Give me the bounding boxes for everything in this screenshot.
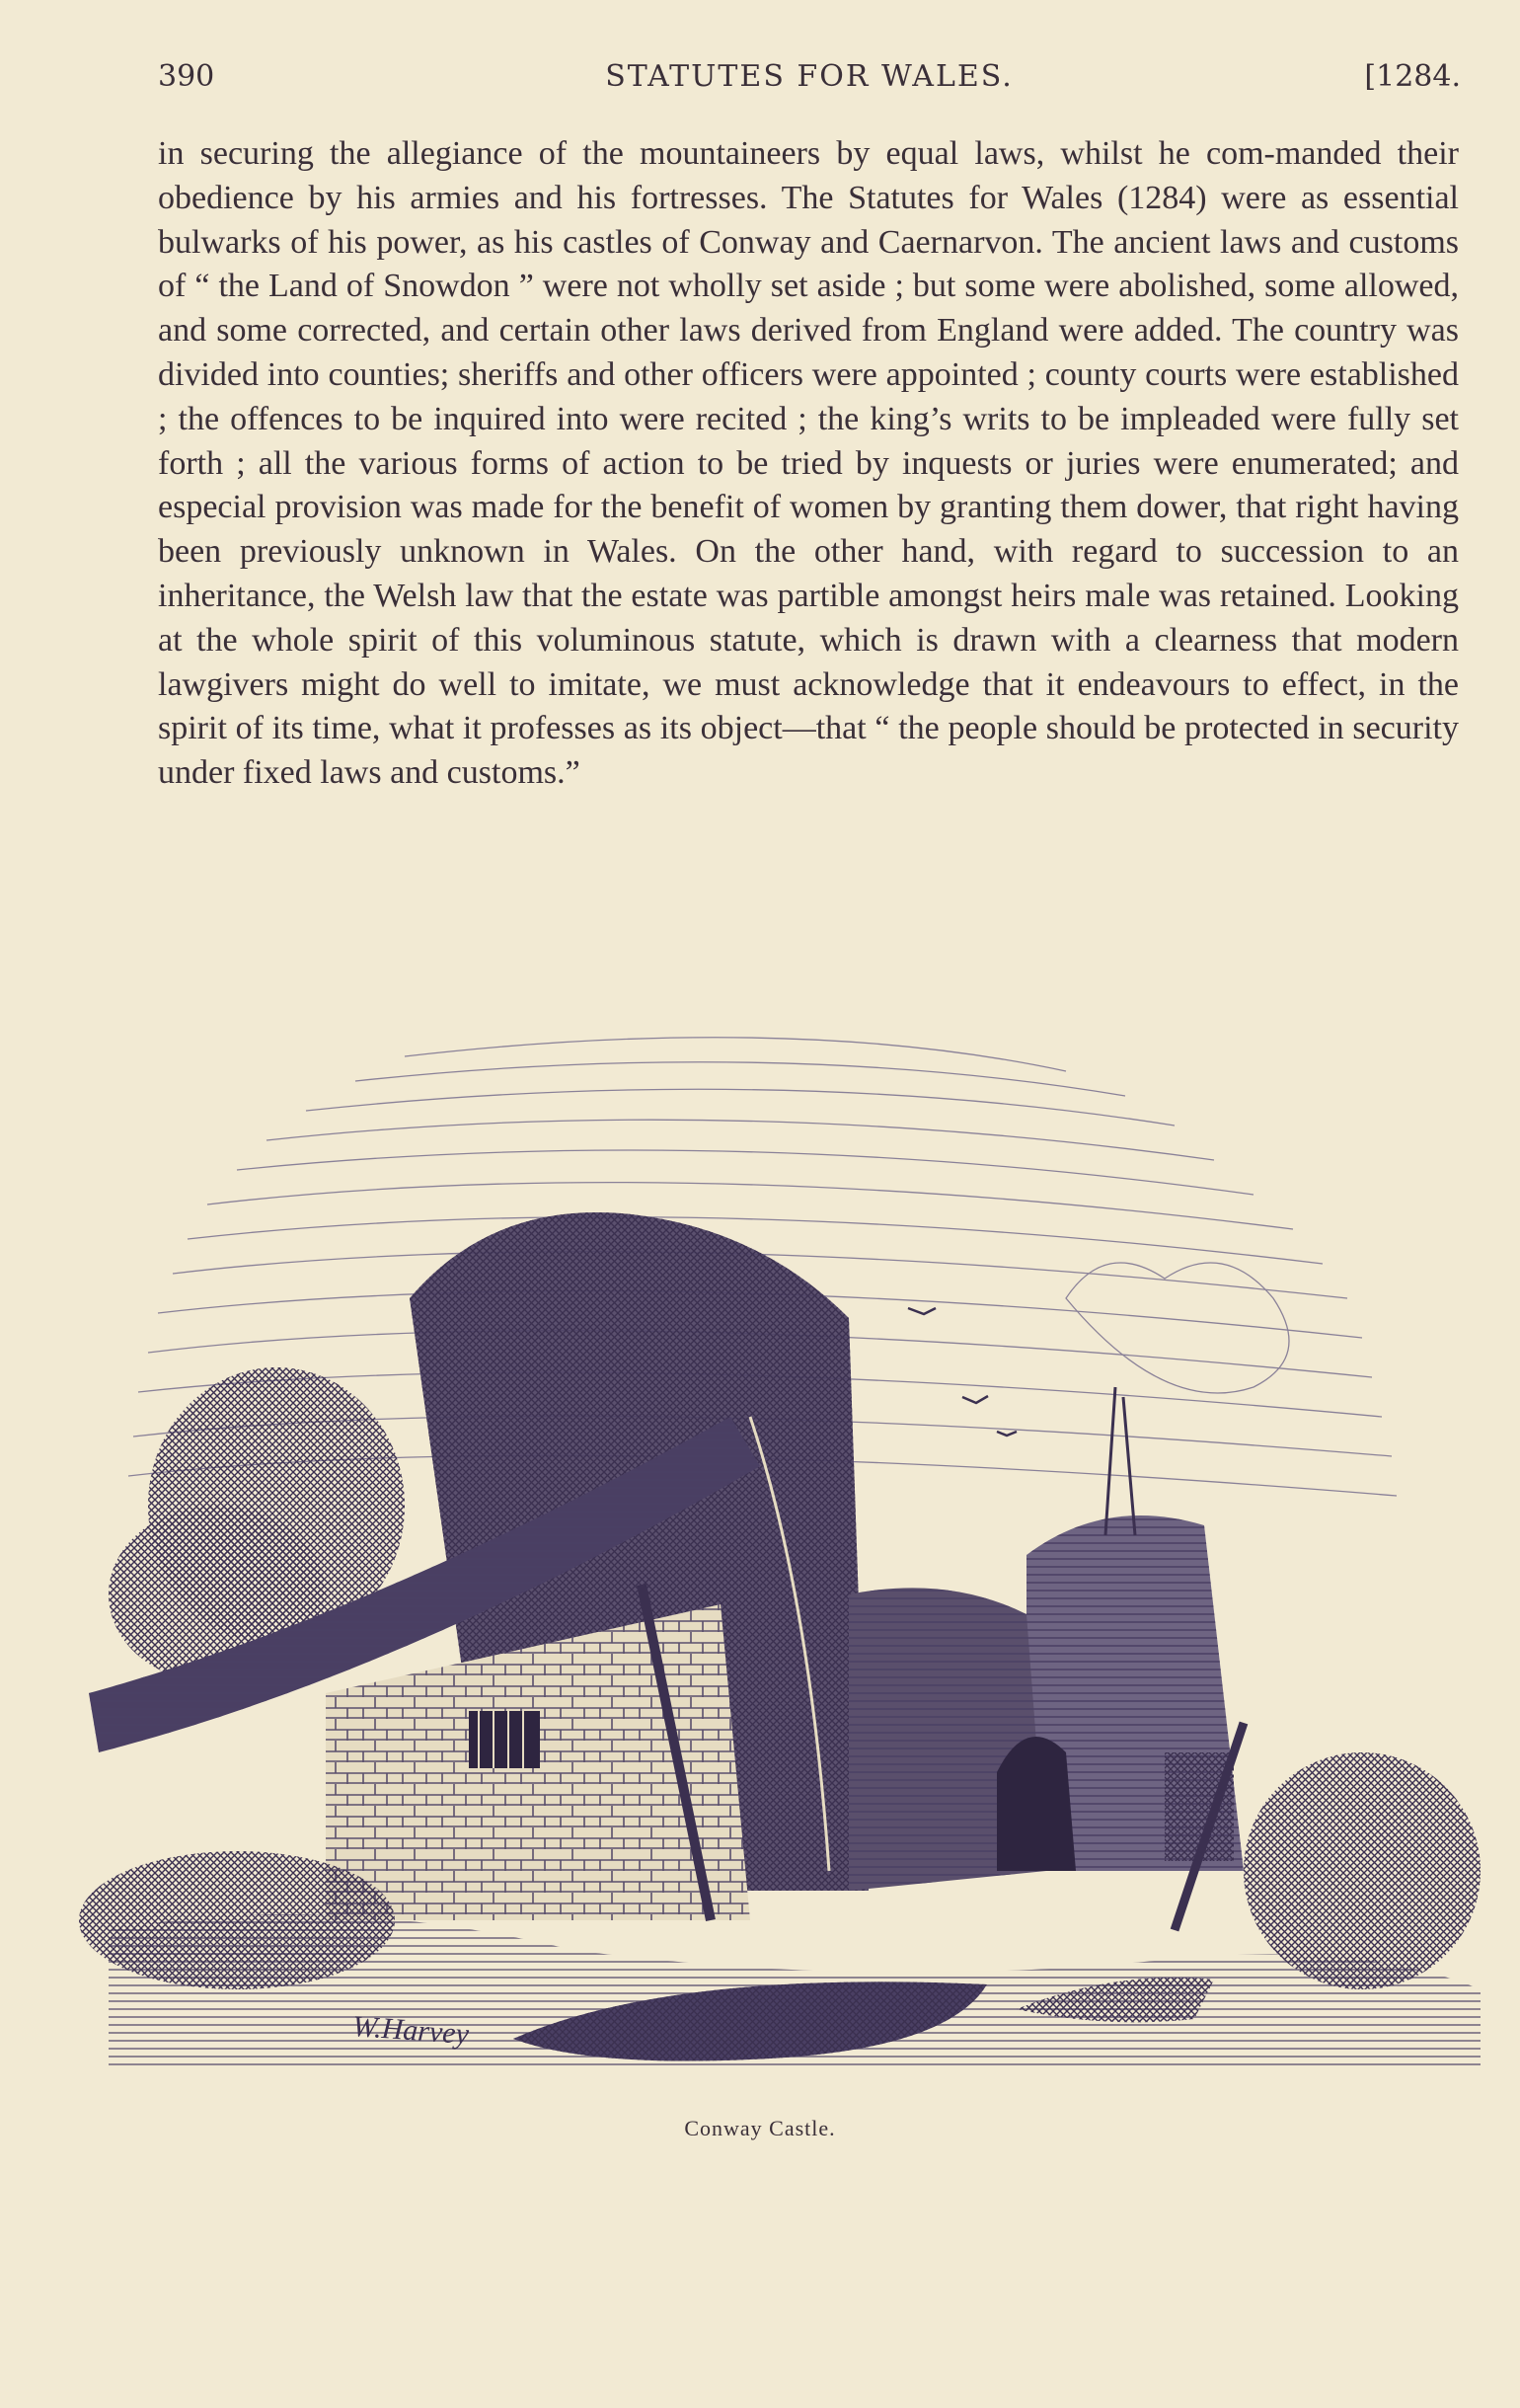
- page-number: 390: [158, 59, 215, 94]
- running-head: [158, 59, 1461, 103]
- running-title: STATUTES FOR WALES.: [605, 59, 1014, 94]
- figure-caption: Conway Castle.: [684, 2116, 836, 2140]
- engraver-signature: W.Harvey: [351, 2009, 471, 2052]
- body-paragraph: in securing the allegiance of the mountaineers by equal laws, whilst he com-manded their obedience by his armies and his fortresses. The Statutes for Wales (1284) were as essential bulwarks of his power, as his castles of Conway and Caernarvon. The ancient laws and customs of “ the Land of Snowdon ” were not wholly set aside ; but some were abolished, some allowed, and some corrected, and certain other laws derived from England were added. The country was divided into counties; sheriffs and other officers were appointed ; county courts were established ; the offences to be inquired into were recited ; the king’s writs to be impleaded were fully set forth ; all the various forms of action to be tried by inquests or juries were enumerated; and especial provision was made for the benefit of women by granting them dower, that right having been previously unknown in Wales. On the other hand, with regard to succession to an inheritance, the Welsh law that the estate was partible amongst heirs male was retained. Looking at the whole spirit of this voluminous statute, which is drawn with a clearness that modern lawgivers might do well to imitate, we must acknowledge that it endeavours to effect, in the spirit of its time, what it professes as its object—that “ the people should be protected in security under fixed laws and customs.”: [158, 135, 1459, 792]
- conway-castle-engraving: [79, 1002, 1500, 2098]
- birds: [908, 1308, 1017, 1436]
- engraving-svg: [79, 1002, 1500, 2098]
- year-mark: [1284.: [1364, 59, 1461, 94]
